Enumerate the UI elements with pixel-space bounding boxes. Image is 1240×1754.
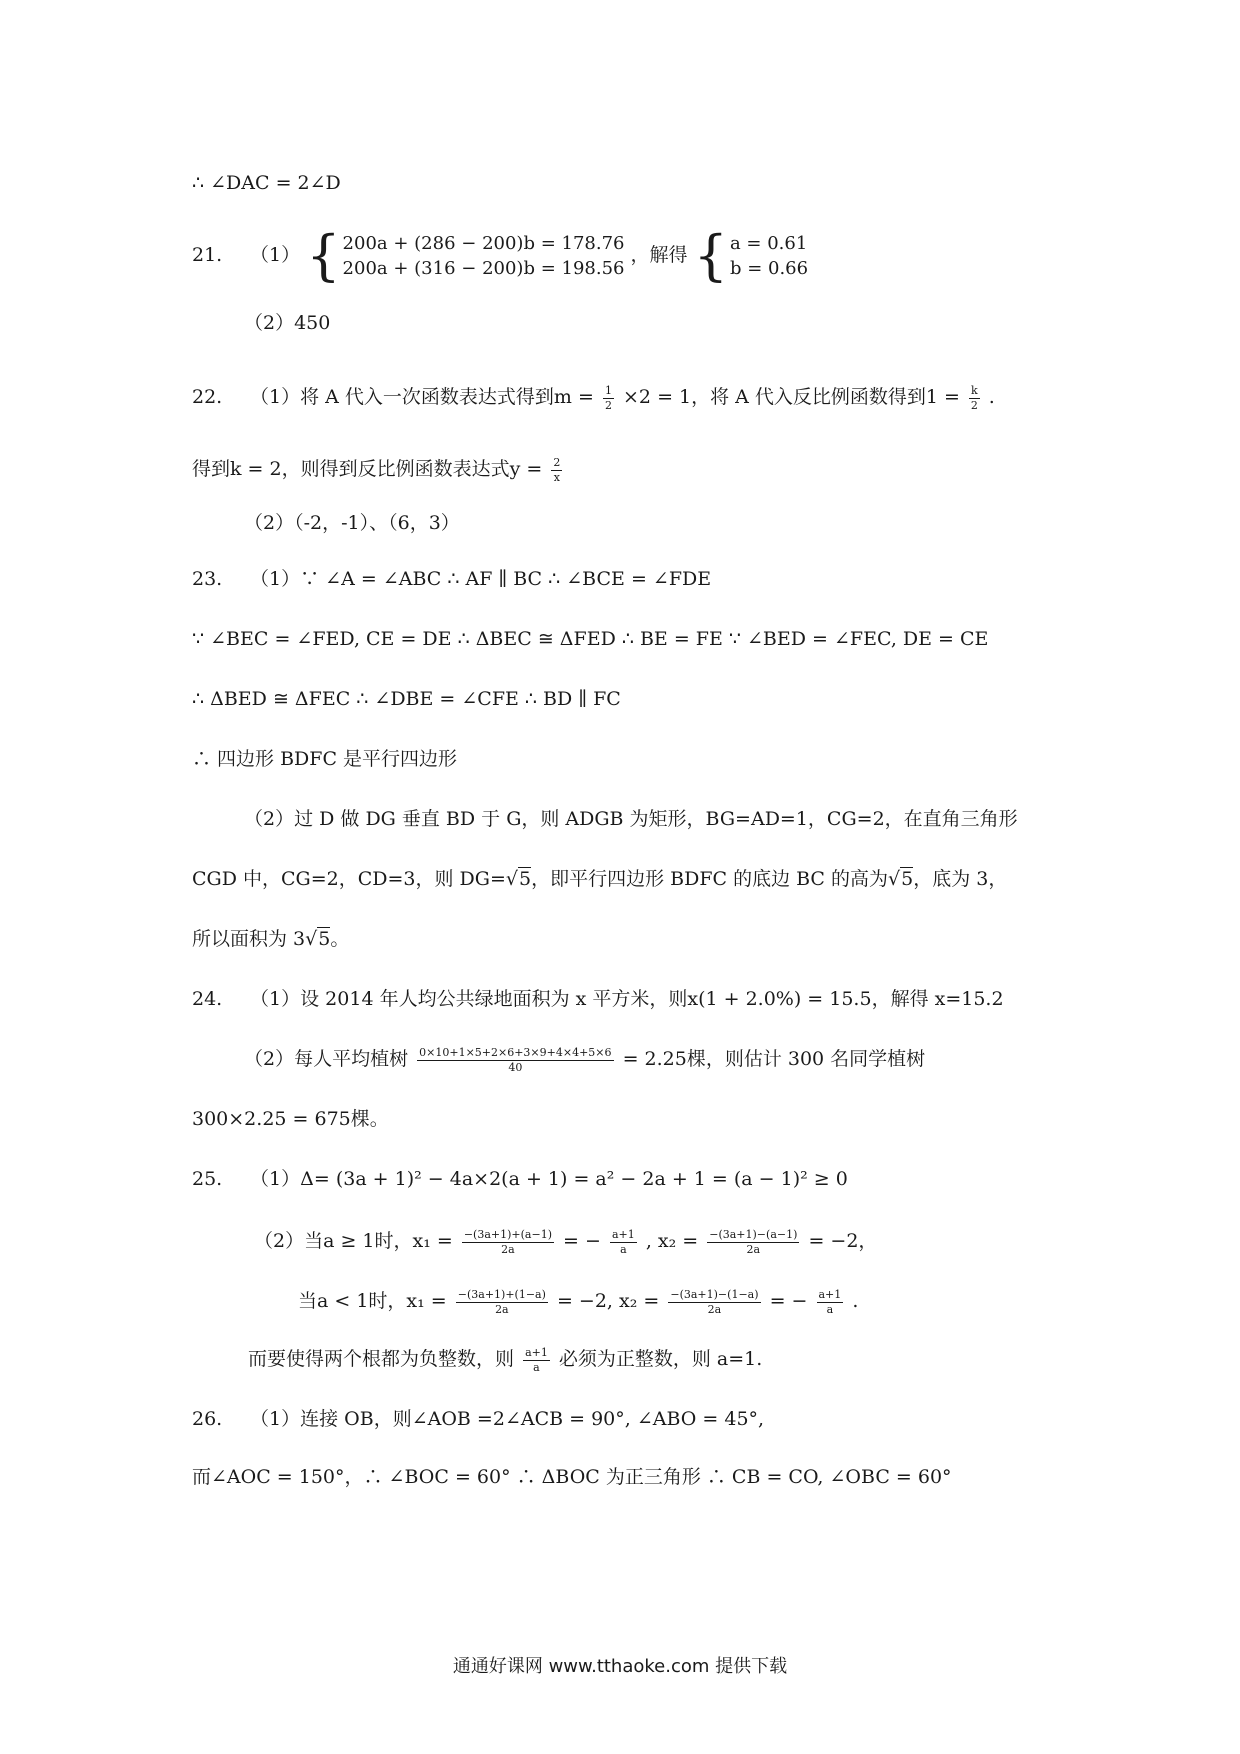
question-25: 25. （1）Δ= (3a + 1)² − 4a×2(a + 1) = a² − 2a + 1 = (a − 1)² ≥ 0 <box>192 1168 848 1190</box>
question-26: 26. （1）连接 OB，则∠AOB =2∠ACB = 90°, ∠ABO = 45°, <box>192 1408 765 1430</box>
solution-system: { a = 0.61 b = 0.66 <box>693 224 809 287</box>
q26-line-2: 而∠AOC = 150°，∴ ∠BOC = 60° ∴ ΔBOC 为正三角形 ∴ CB = CO, ∠OBC = 60° <box>192 1466 952 1488</box>
fraction: $\frac{-(3a+1)+(a-1)}{2a}$ <box>463 1227 552 1256</box>
question-23: 23. （1）∵ ∠A = ∠ABC ∴ AF ∥ BC ∴ ∠BCE = ∠FDE <box>192 568 712 590</box>
page-footer: 通通好课网 www.tthaoke.com 提供下载 <box>452 1656 788 1677</box>
fraction: $\frac{a+1}{a}$ <box>611 1227 635 1256</box>
q25-line-4: 而要使得两个根都为负整数，则 $\frac{a+1}{a}$ 必须为正整数，则 a=1. <box>248 1345 763 1374</box>
q24-line-3: 300×2.25 = 675棵。 <box>192 1108 389 1130</box>
q21-part-2: （2）450 <box>244 312 331 334</box>
q23-part-2: （2）过 D 做 DG 垂直 BD 于 G，则 ADGB 为矩形，BG=AD=1，CG=2，在直角三角形 <box>244 808 1018 830</box>
fraction: $\frac{-(3a+1)+(1-a)}{2a}$ <box>457 1287 546 1316</box>
question-number: 21. <box>192 244 223 266</box>
fraction: $\frac{-(3a+1)-(a-1)}{2a}$ <box>709 1227 798 1256</box>
fraction: $\frac{-(3a+1)-(1-a)}{2a}$ <box>670 1287 759 1316</box>
question-24: 24. （1）设 2014 年人均公共绿地面积为 x 平方米，则x(1 + 2.0%) = 15.5，解得 x=15.2 <box>192 988 1004 1010</box>
question-21: 21. （1） { 200a + (286 − 200)b = 178.76 200a + (316 − 200)b = 198.56 ，解得 { a = 0.61 b = 0.66 <box>192 224 809 287</box>
question-number: 22. <box>192 386 223 408</box>
fraction: $\frac{a+1}{a}$ <box>525 1345 548 1374</box>
q24-part-2: （2）每人平均植树 $\frac{0\times 10+1\times 5+2\times 6+3\times 9+4\times 4+5\times 6}{40}$ = 2.25棵，则估计 300 名同学植树 <box>244 1045 926 1074</box>
q25-line-3: 当a < 1时，x₁ = $\frac{-(3a+1)+(1-a)}{2a}$ = −2, x₂ = $\frac{-(3a+1)-(1-a)}{2a}$ = − $\frac{a+1}{a}$ . <box>298 1287 859 1316</box>
question-22: 22. （1）将 A 代入一次函数表达式得到m = $\frac{1}{2}$ ×2 = 1，将 A 代入反比例函数得到1 = $\frac{k}{2}$ . <box>192 383 995 412</box>
q23-line-7: 所以面积为 3√5。 <box>192 928 350 950</box>
question-number: 24. <box>192 988 223 1010</box>
fraction: $\frac{1}{2}$ <box>604 383 612 412</box>
q22-part-2: （2）（-2，-1）、（6，3） <box>244 512 460 534</box>
fraction: $\frac{k}{2}$ <box>970 383 978 412</box>
q23-line-6: CGD 中，CG=2，CD=3，则 DG=√5，即平行四边形 BDFC 的底边 BC 的高为√5，底为 3， <box>192 868 1008 890</box>
question-number: 26. <box>192 1408 223 1430</box>
q22-line-2: 得到k = 2，则得到反比例函数表达式y = $\frac{2}{x}$ <box>192 455 561 484</box>
q23-line-2: ∵ ∠BEC = ∠FED, CE = DE ∴ ΔBEC ≅ ΔFED ∴ BE = FE ∵ ∠BED = ∠FEC, DE = CE <box>192 628 989 650</box>
q23-line-3: ∴ ΔBED ≅ ΔFEC ∴ ∠DBE = ∠CFE ∴ BD ∥ FC <box>192 688 621 710</box>
fraction: $\frac{0\times 10+1\times 5+2\times 6+3\times 9+4\times 4+5\times 6}{40}$ <box>419 1045 612 1074</box>
question-number: 25. <box>192 1168 223 1190</box>
question-number: 23. <box>192 568 223 590</box>
q25-part-2: （2）当a ≥ 1时，x₁ = $\frac{-(3a+1)+(a-1)}{2a}$ = − $\frac{a+1}{a}$ , x₂ = $\frac{-(3a+1)-(a-1)}{2a}$ = −2， <box>254 1227 878 1256</box>
fraction: $\frac{a+1}{a}$ <box>818 1287 842 1316</box>
line-conclusion-dac: ∴ ∠DAC = 2∠D <box>192 172 341 194</box>
fraction: $\frac{2}{x}$ <box>553 455 561 484</box>
equation-system: { 200a + (286 − 200)b = 178.76 200a + (316 − 200)b = 198.56 <box>306 224 625 287</box>
q23-line-4: ∴ 四边形 BDFC 是平行四边形 <box>192 748 458 770</box>
